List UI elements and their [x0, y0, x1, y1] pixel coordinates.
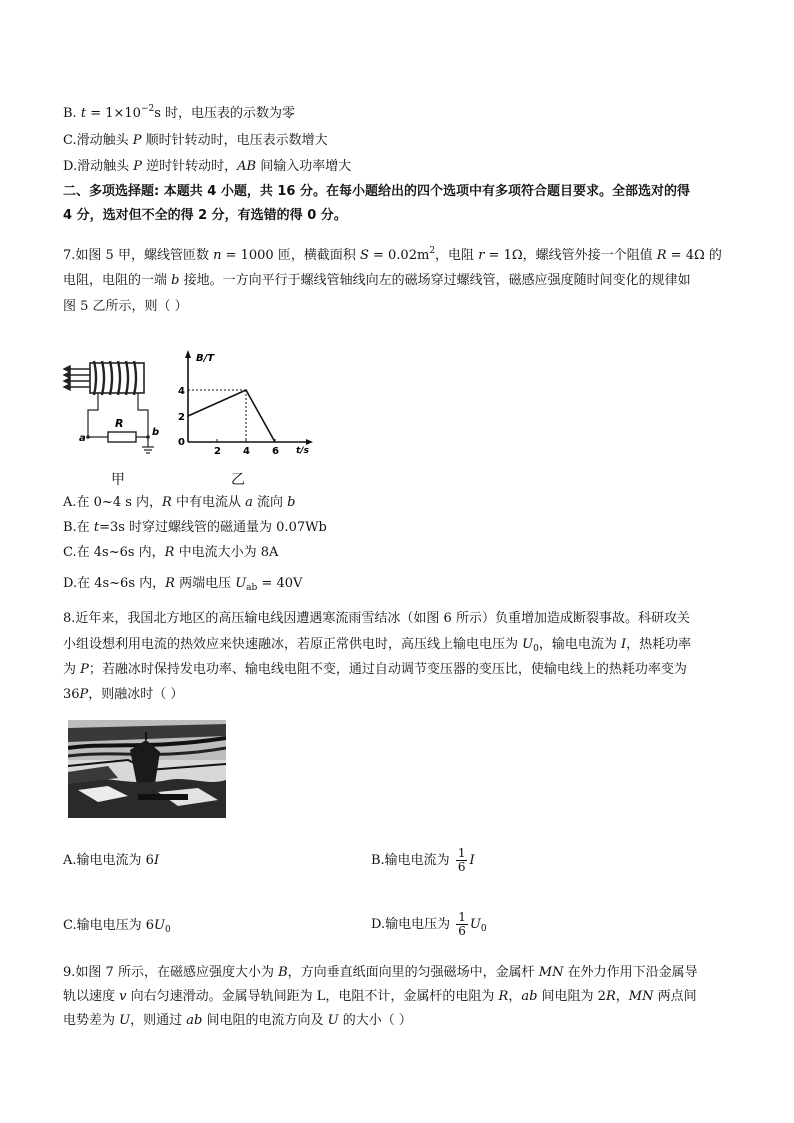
- q6-option-b: B. $t = 1\times 10^{-2}s$ 时，电压表的示数为零: [63, 104, 296, 121]
- b-t-chart: [172, 335, 322, 460]
- q8-option-a: A.输电电流为 6I: [63, 853, 160, 868]
- x-tick-label: 4: [243, 446, 250, 457]
- y-tick-label: 2: [178, 412, 185, 423]
- q7-stem-line2: 电阻，电阻的一端 b 接地。一方向平行于螺线管轴线向左的磁场穿过螺线管，磁感应强度随时间变化的规律如: [63, 273, 691, 288]
- q8-stem-line3: 为 P；若融冰时保持发电功率、输电线电阻不变，通过自动调节变压器的变压比，使输电线上的热耗功率变为: [63, 662, 687, 677]
- origin-label: 0: [178, 437, 185, 448]
- resistor-label: R: [115, 417, 124, 430]
- q7-option-b: B.在 t=3s 时穿过螺线管的磁通量为 0.07Wb: [63, 520, 327, 535]
- q7-option-c: C.在 4s~6s 内，R 中电流大小为 8A: [63, 545, 279, 560]
- terminal-a-label: a: [79, 433, 86, 444]
- resistor-r: [108, 432, 136, 442]
- q7-option-a: A.在 0~4 s 内，R 中有电流从 a 流向 b: [63, 495, 296, 510]
- q8-option-b: B.输电电流为 $\frac{1}{6}$ I: [371, 846, 475, 874]
- q9-stem-line2: 轨以速度 v 向右匀速滑动。金属导轨间距为 L，电阻不计，金属杆的电阻为 R，ab 间电阻为 2R，MN 两点间: [63, 989, 697, 1004]
- section2-heading-line2: 4 分，选对但不全的得 2 分，有选错的得 0 分。: [63, 208, 347, 223]
- q7-stem-line3: 图 5 乙所示，则（ ）: [63, 299, 188, 314]
- terminal-b-label: b: [152, 427, 160, 438]
- x-axis-arrow: [306, 439, 313, 445]
- x-axis-label: t/s: [296, 446, 309, 456]
- solenoid-circuit-figure: [62, 355, 172, 455]
- x-tick-label: 2: [214, 446, 221, 457]
- q6-option-c: C.滑动触头 P 顺时针转动时，电压表示数增大: [63, 133, 328, 148]
- q8-stem-line4: 36P，则融冰时（ ）: [63, 687, 184, 702]
- y-axis-label: B/T: [196, 353, 215, 364]
- q7-stem-line1: 7.如图 5 甲，螺线管匝数 n = 1000 匝，横截面积 $S = 0.02m^2$，电阻 r = 1Ω，螺线管外接一个阻值 R = 4Ω 的: [63, 246, 722, 263]
- b-t-series-line: [188, 390, 275, 442]
- fraction-one-sixth: $\frac{1}{6}$: [458, 910, 466, 938]
- fraction-one-sixth: $\frac{1}{6}$: [457, 846, 466, 874]
- magnetic-field-arrows: [64, 366, 90, 390]
- q9-stem-line1: 9.如图 7 所示，在磁感应强度大小为 B，方向垂直纸面向里的匀强磁场中，金属杆 MN 在外力作用下沿金属导: [63, 965, 698, 980]
- q6-option-d: D.滑动触头 P 逆时针转动时，AB 间输入功率增大: [63, 159, 352, 174]
- y-tick-label: 4: [178, 386, 185, 397]
- iced-power-line-photo: [68, 720, 226, 818]
- q8-option-d: D.输电电压为 $\frac{1}{6}$ $U_0$: [371, 910, 487, 938]
- q8-option-c: C.输电电压为 $6U_0$: [63, 918, 171, 935]
- figure-jia-caption: 甲: [111, 472, 125, 488]
- x-tick-label: 6: [272, 446, 279, 457]
- q8-stem-line1: 8.近年来，我国北方地区的高压输电线因遭遇寒流雨雪结冰（如图 6 所示）负重增加造成断裂事故。科研攻关: [63, 611, 690, 626]
- figure-yi-caption: 乙: [231, 472, 245, 488]
- y-axis-arrow: [185, 350, 191, 358]
- q8-stem-line2: 小组设想利用电流的热效应来快速融冰，若原正常供电时，高压线上输电电压为 $U_0$，输电电流为 I，热耗功率: [63, 637, 692, 654]
- section2-heading-line1: 二、多项选择题: 本题共 4 小题，共 16 分。在每小题给出的四个选项中有多项符合题目要求。全部选对的得: [63, 184, 690, 199]
- q7-option-d: D.在 4s~6s 内，R 两端电压 $U_{ab} = 40V$: [63, 576, 303, 593]
- q9-stem-line3: 电势差为 U，则通过 ab 间电阻的电流方向及 U 的大小（ ）: [63, 1013, 412, 1028]
